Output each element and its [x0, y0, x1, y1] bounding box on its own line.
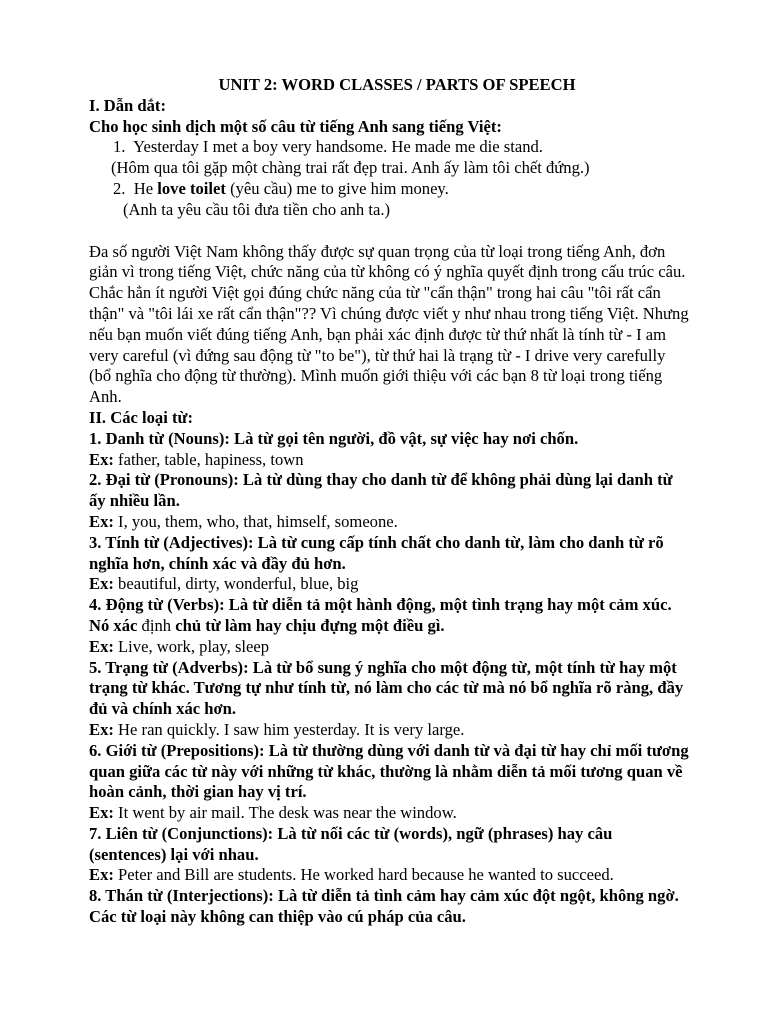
definition-part-b: định [141, 615, 172, 635]
section-heading-classes: II. Các loại từ: [89, 407, 193, 427]
word-class-definition: 1. Danh từ (Nouns): Là từ gọi tên người, đồ vật, sự việc hay nơi chốn. [89, 428, 579, 448]
example-text: It went by air mail. The desk was near the window. [118, 803, 457, 823]
translation-1: (Hôm qua tôi gặp một chàng trai rất đẹp trai. Anh ấy làm tôi chết đứng.) [111, 158, 590, 178]
word-class-example [89, 720, 689, 741]
ex-label: Ex: [89, 574, 114, 594]
ex-label: Ex: [89, 719, 114, 739]
word-class-definition: 5. Trạng từ (Adverbs): Là từ bổ sung ý nghĩa cho một động từ, một tính từ hay một trạng từ khác. Tương tự như tính từ, nó làm cho các từ mà nó bổ nghĩa rõ ràng, đầy đủ và chính xác hơn. [89, 657, 684, 719]
example-sentence-2 [89, 179, 689, 200]
word-class-example [89, 637, 689, 658]
ex-label: Ex: [89, 449, 114, 469]
example-text: beautiful, dirty, wonderful, blue, big [118, 574, 359, 594]
section-heading-intro: I. Dẫn dắt: [89, 95, 166, 115]
list-number: 1. [113, 137, 126, 157]
sentence-text: Yesterday I met a boy very handsome. He made me die stand. [133, 137, 543, 157]
list-number: 2. [113, 178, 126, 198]
ex-label: Ex: [89, 636, 114, 656]
example-text: Peter and Bill are students. He worked hard because he wanted to succeed. [118, 865, 614, 885]
example-text: father, table, hapiness, town [118, 449, 304, 469]
blank-line [89, 221, 689, 242]
sentence-post: (yêu cầu) me to give him money. [230, 178, 449, 198]
word-class-definition: 7. Liên từ (Conjunctions): Là từ nối các từ (words), ngữ (phrases) hay câu (sentences) lại với nhau. [89, 823, 613, 864]
example-text: Live, work, play, sleep [118, 636, 270, 656]
word-class-example [89, 803, 689, 824]
instruction-text: Cho học sinh dịch một số câu từ tiếng Anh sang tiếng Việt: [89, 116, 502, 136]
sentence-bold: love toilet [157, 178, 226, 198]
definition-part-a: 4. Động từ (Verbs): Là từ diễn tả một hành động, một tình trạng hay một cảm xúc. Nó xác [89, 595, 672, 635]
word-class-example [89, 512, 689, 533]
ex-label: Ex: [89, 865, 114, 885]
example-sentence-1 [89, 137, 689, 158]
word-class-example [89, 574, 689, 595]
ex-label: Ex: [89, 511, 114, 531]
ex-label: Ex: [89, 803, 114, 823]
word-class-example [89, 865, 689, 886]
paragraph-2: Chắc hẳn ít người Việt gọi đúng chức năng của từ "cẩn thận" trong hai câu "tôi rất cẩn thận" và "tôi lái xe rất cẩn thận"?? Vì chúng được viết y như nhau trong tiếng Việt. Nhưng nếu bạn muốn viết đúng tiếng Anh, bạn phải xác định được từ thứ nhất là tính từ - I am very careful (vì đứng sau động từ "to be"), từ thứ hai là trạng từ - I drive very carefully (bổ nghĩa cho động từ thường). Mình muốn giới thiệu với các bạn 8 từ loại trong tiếng Anh. [89, 283, 689, 407]
example-text: I, you, them, who, that, himself, someone. [118, 511, 398, 531]
word-class-definition [89, 595, 689, 637]
definition-part-c: chủ từ làm hay chịu đựng một điều gì. [175, 615, 445, 635]
example-text: He ran quickly. I saw him yesterday. It is very large. [118, 719, 465, 739]
word-class-definition: 8. Thán từ (Interjections): Là từ diễn tả tình cảm hay cảm xúc đột ngột, không ngờ. Các từ loại này không can thiệp vào cú pháp của câu. [89, 886, 679, 927]
page-title: UNIT 2: WORD CLASSES / PARTS OF SPEECH [218, 75, 576, 94]
word-class-example [89, 450, 689, 471]
word-class-definition: 3. Tính từ (Adjectives): Là từ cung cấp tính chất cho danh từ, làm cho danh từ rõ nghĩa hơn, chính xác và đầy đủ hơn. [89, 532, 664, 573]
word-class-definition: 6. Giới từ (Prepositions): Là từ thường dùng với danh từ và đại từ hay chỉ mối tương quan giữa các từ này với những từ khác, thường là nhằm diễn tả mối tương quan về hoàn cảnh, thời gian hay vị trí. [89, 740, 689, 802]
translation-2: (Anh ta yêu cầu tôi đưa tiền cho anh ta.) [123, 199, 391, 219]
document-body [89, 75, 689, 928]
sentence-pre: He [133, 178, 154, 198]
word-class-definition: 2. Đại từ (Pronouns): Là từ dùng thay cho danh từ để không phải dùng lại danh từ ấy nhiều lần. [89, 470, 673, 511]
paragraph-1: Đa số người Việt Nam không thấy được sự quan trọng của từ loại trong tiếng Anh, đơn giản vì trong tiếng Việt, chức năng của từ không có ý nghĩa quyết định trong cấu trúc câu. [89, 241, 686, 282]
